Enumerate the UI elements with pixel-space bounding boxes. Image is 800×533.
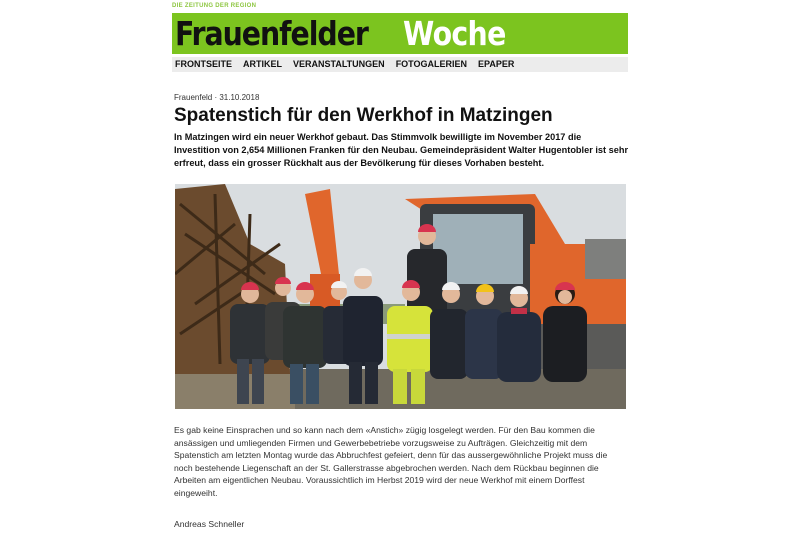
nav-item-fotogalerien[interactable]: FOTOGALERIEN [395,59,468,69]
tagline: DIE ZEITUNG DER REGION [172,3,257,9]
article-lead: In Matzingen wird ein neuer Werkhof gebaut. Das Stimmvolk bewilligte im November 2017 die Investition von 2,654 Millionen Franken für den Neubau. Gemeindepräsident Walter Hugentobler ist sehr erfreut, dass ein grosser Rückhalt aus der Bevölkerung für dieses Vorhaben besteht. [174,132,629,168]
nav-item-artikel[interactable]: ARTIKEL [243,59,283,69]
brand-name-part2: Woche [403,14,506,53]
article-photo[interactable] [175,184,626,409]
article-body: Es gab keine Einsprachen und so kann nach dem «Anstich» zügig losgelegt werden. Für den Bau kommen die ansässigen und umliegenden Firmen und Gewerbebetriebe vorzugsweise zu Aufträgen. Gleichzeitig mit dem Spatenstich am letzten Montag wurde das Abbruchfest gefeiert, denn für das aussergewöhnliche Projekt muss die noch bestehende Liegenschaft an der St. Gallerstrasse abgebrochen werden. Nach dem Rückbau beginnen die Arbeiten am eigentlichen Neubau. Voraussichtlich im Herbst 2019 wird der neue Werkhof mit einem Dorffest eingeweiht. [174,425,608,498]
brand-name-part1: Frauenfelder [175,14,368,53]
nav-item-epaper[interactable]: EPAPER [478,59,515,69]
nav-item-frontseite[interactable]: FRONTSEITE [175,59,233,69]
article-author: Andreas Schneller [174,519,245,529]
article-title: Spatenstich für den Werkhof in Matzingen [174,105,553,126]
masthead-logo[interactable] [172,13,628,54]
article-meta: Frauenfeld · 31.10.2018 [174,93,260,102]
main-nav [172,57,628,72]
nav-item-veranstaltungen[interactable]: VERANSTALTUNGEN [293,59,385,69]
